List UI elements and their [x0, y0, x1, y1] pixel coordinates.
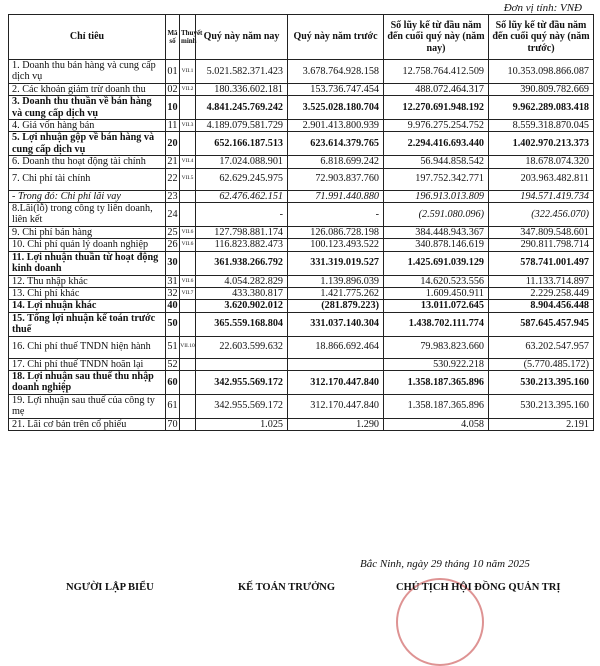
- table-row: [9, 336, 594, 358]
- row-note: [180, 300, 196, 312]
- row-code: 01: [166, 60, 180, 84]
- row-lk-nay: 340.878.146.619: [384, 239, 489, 251]
- row-note: [180, 370, 196, 394]
- row-note: VII.1: [180, 60, 196, 84]
- row-note: VII.4: [180, 156, 196, 168]
- row-q-nay: 361.938.266.792: [196, 251, 288, 275]
- row-note: [180, 251, 196, 275]
- row-q-truoc: 6.818.699.242: [288, 156, 384, 168]
- row-q-nay: 180.336.602.181: [196, 83, 288, 95]
- row-label: 5. Lợi nhuận gộp về bán hàng và cung cấp dịch vụ: [9, 132, 166, 156]
- row-lk-truoc: (322.456.070): [489, 203, 594, 227]
- row-q-nay: 342.955.569.172: [196, 394, 288, 418]
- row-lk-nay: 196.913.013.809: [384, 190, 489, 202]
- row-q-nay: 4.841.245.769.242: [196, 96, 288, 120]
- row-label: 19. Lợi nhuận sau thuế của công ty mẹ: [9, 394, 166, 418]
- table-row: [9, 226, 594, 238]
- row-label: 4. Giá vốn hàng bán: [9, 120, 166, 132]
- row-lk-nay: 1.438.702.111.774: [384, 312, 489, 336]
- row-q-truoc: 18.866.692.464: [288, 336, 384, 358]
- row-q-truoc: 312.170.447.840: [288, 394, 384, 418]
- row-note: [180, 132, 196, 156]
- chairman-signature-label: CHỦ TỊCH HỘI ĐỒNG QUẢN TRỊ: [396, 582, 561, 593]
- row-code: 02: [167, 83, 178, 95]
- row-label: 11. Lợi nhuận thuần từ hoạt động kinh doanh: [9, 251, 166, 275]
- row-note: [180, 312, 196, 336]
- table-row: [9, 275, 594, 287]
- row-q-nay: 4.054.282.829: [196, 275, 288, 287]
- row-lk-truoc: 2.191: [489, 418, 594, 430]
- row-q-nay: 4.189.079.581.729: [196, 120, 288, 132]
- row-lk-nay: 488.072.464.317: [384, 83, 489, 95]
- row-label: 13. Chi phí khác: [9, 287, 166, 299]
- row-code: 21: [167, 156, 178, 168]
- row-lk-nay: 56.944.858.542: [384, 156, 489, 168]
- row-lk-nay: 79.983.823.660: [384, 336, 489, 358]
- table-row: [9, 156, 594, 168]
- row-note: VII.6: [180, 226, 196, 238]
- row-q-nay: 17.024.088.901: [196, 156, 288, 168]
- table-row: [9, 358, 594, 370]
- row-label: 21. Lãi cơ bản trên cổ phiếu: [9, 418, 166, 430]
- row-q-nay: 342.955.569.172: [196, 370, 288, 394]
- row-q-nay: 365.559.168.804: [196, 312, 288, 336]
- row-lk-truoc: 1.402.970.213.373: [489, 132, 594, 156]
- row-lk-truoc: 8.559.318.870.045: [489, 120, 594, 132]
- header-quy-nay-nam-nay: Quý này năm nay: [196, 15, 288, 60]
- row-q-nay: 116.823.882.473: [196, 239, 288, 251]
- row-lk-nay: 13.011.072.645: [384, 300, 489, 312]
- row-q-nay: 22.603.599.632: [196, 336, 288, 358]
- row-note: VII.2: [180, 83, 196, 95]
- row-note: VII.10: [180, 336, 196, 358]
- table-row: [9, 168, 594, 190]
- row-q-nay: 5.021.582.371.423: [196, 60, 288, 84]
- table-row: [9, 83, 594, 95]
- row-code: 61: [166, 394, 180, 418]
- row-code: 23: [167, 190, 178, 202]
- row-label: 16. Chi phí thuế TNDN hiện hành: [9, 336, 166, 358]
- row-note: [180, 358, 196, 370]
- row-code: 70: [167, 418, 178, 430]
- row-lk-truoc: 63.202.547.957: [489, 336, 594, 358]
- row-lk-truoc: (5.770.485.172): [489, 358, 594, 370]
- row-code: 60: [166, 370, 180, 394]
- row-label: 18. Lợi nhuận sau thuế thu nhập doanh nghiệp: [9, 370, 166, 394]
- row-label: 17. Chi phí thuế TNDN hoãn lại: [9, 358, 166, 370]
- row-lk-truoc: 11.133.714.897: [489, 275, 594, 287]
- header-chi-tieu: Chỉ tiêu: [9, 15, 166, 60]
- table-row: [9, 96, 594, 120]
- table-row: [9, 312, 594, 336]
- header-thuyet-minh: Thuyết minh: [180, 15, 196, 60]
- row-lk-nay: 197.752.342.771: [384, 168, 489, 190]
- row-lk-nay: (2.591.080.096): [384, 203, 489, 227]
- row-code: 31: [167, 275, 178, 287]
- row-note: [180, 190, 196, 202]
- row-label: 3. Doanh thu thuần về bán hàng và cung cấp dịch vụ: [9, 96, 166, 120]
- row-lk-truoc: 203.963.482.811: [489, 168, 594, 190]
- row-label: 10. Chi phí quản lý doanh nghiệp: [9, 239, 166, 251]
- row-q-truoc: 126.086.728.198: [288, 226, 384, 238]
- row-lk-nay: 530.922.218: [384, 358, 489, 370]
- row-q-truoc: 623.614.379.765: [288, 132, 384, 156]
- row-lk-truoc: 10.353.098.866.087: [489, 60, 594, 84]
- row-lk-nay: 1.425.691.039.129: [384, 251, 489, 275]
- row-code: 40: [167, 300, 178, 312]
- row-lk-nay: 1.358.187.365.896: [384, 370, 489, 394]
- row-lk-nay: 1.609.450.911: [384, 287, 489, 299]
- row-label: 14. Lợi nhuận khác: [9, 300, 166, 312]
- row-note: VII.5: [180, 168, 196, 190]
- row-label: - Trong đó: Chi phí lãi vay: [9, 190, 166, 202]
- table-row: [9, 370, 594, 394]
- row-label: 9. Chi phí bán hàng: [9, 226, 166, 238]
- row-q-truoc: 331.319.019.527: [288, 251, 384, 275]
- row-q-truoc: 3.678.764.928.158: [288, 60, 384, 84]
- row-q-nay: [196, 358, 288, 370]
- header-quy-nay-nam-truoc: Quý này năm trước: [288, 15, 384, 60]
- row-q-truoc: 1.139.896.039: [288, 275, 384, 287]
- row-lk-truoc: 194.571.419.734: [489, 190, 594, 202]
- row-q-nay: 62.629.245.975: [196, 168, 288, 190]
- row-lk-truoc: 390.809.782.669: [489, 83, 594, 95]
- row-note: VII.6: [180, 275, 196, 287]
- row-label: 15. Tổng lợi nhuận kế toán trước thuế: [9, 312, 166, 336]
- row-q-truoc: 2.901.413.800.939: [288, 120, 384, 132]
- table-row: [9, 120, 594, 132]
- row-lk-truoc: 9.962.289.083.418: [489, 96, 594, 120]
- row-q-truoc: 331.037.140.304: [288, 312, 384, 336]
- row-q-nay: 127.798.881.174: [196, 226, 288, 238]
- row-code: 11: [166, 120, 180, 132]
- row-code: 20: [166, 132, 180, 156]
- table-row: [9, 287, 594, 299]
- row-note: VII.7: [180, 287, 196, 299]
- row-q-truoc: 3.525.028.180.704: [288, 96, 384, 120]
- table-row: [9, 190, 594, 202]
- row-lk-truoc: 578.741.001.497: [489, 251, 594, 275]
- row-note: VII.3: [180, 120, 196, 132]
- row-code: 32: [167, 287, 178, 299]
- row-lk-truoc: 587.645.457.945: [489, 312, 594, 336]
- row-q-nay: 62.476.462.151: [196, 190, 288, 202]
- table-row: [9, 251, 594, 275]
- table-row: [9, 239, 594, 251]
- row-label: 2. Các khoản giảm trừ doanh thu: [9, 83, 166, 95]
- row-q-truoc: 100.123.493.522: [288, 239, 384, 251]
- row-note: VII.6: [180, 239, 196, 251]
- table-row: [9, 300, 594, 312]
- row-q-nay: 652.166.187.513: [196, 132, 288, 156]
- row-q-nay: 3.620.902.012: [196, 300, 288, 312]
- row-lk-nay: 384.448.943.367: [384, 226, 489, 238]
- row-lk-nay: 12.758.764.412.509: [384, 60, 489, 84]
- row-lk-nay: 1.358.187.365.896: [384, 394, 489, 418]
- row-q-truoc: 312.170.447.840: [288, 370, 384, 394]
- row-lk-truoc: 2.229.258.449: [489, 287, 594, 299]
- accountant-signature-label: KẾ TOÁN TRƯỞNG: [238, 582, 336, 593]
- row-note: [180, 418, 196, 430]
- row-lk-truoc: 18.678.074.320: [489, 156, 594, 168]
- table-header-row: [9, 15, 594, 60]
- row-lk-nay: 2.294.416.693.440: [384, 132, 489, 156]
- row-lk-truoc: 530.213.395.160: [489, 394, 594, 418]
- income-statement-table: [8, 14, 594, 431]
- row-label: 6. Doanh thu hoạt động tài chính: [9, 156, 166, 168]
- row-label: 12. Thu nhập khác: [9, 275, 166, 287]
- row-q-nay: 433.380.817: [196, 287, 288, 299]
- header-luy-ke-nam-nay: Số lũy kế từ đầu năm đến cuối quý này (năm nay): [384, 15, 489, 60]
- table-row: [9, 418, 594, 430]
- signature-date: Bắc Ninh, ngày 29 tháng 10 năm 2025: [360, 558, 530, 570]
- row-code: 30: [166, 251, 180, 275]
- row-code: 50: [166, 312, 180, 336]
- row-lk-nay: 4.058: [384, 418, 489, 430]
- row-q-nay: -: [196, 203, 288, 227]
- row-q-truoc: (281.879.223): [288, 300, 384, 312]
- row-code: 52: [167, 358, 178, 370]
- row-code: 51: [166, 336, 180, 358]
- row-q-truoc: 153.736.747.454: [288, 83, 384, 95]
- row-lk-truoc: 8.904.456.448: [489, 300, 594, 312]
- row-label: 1. Doanh thu bán hàng và cung cấp dịch vụ: [9, 60, 166, 84]
- row-lk-truoc: 347.809.548.601: [489, 226, 594, 238]
- header-luy-ke-nam-truoc: Số lũy kế từ đầu năm đến cuối quý này (năm trước): [489, 15, 594, 60]
- row-code: 22: [166, 168, 180, 190]
- row-note: [180, 96, 196, 120]
- row-label: 7. Chi phí tài chính: [9, 168, 166, 190]
- preparer-signature-label: NGƯỜI LẬP BIỂU: [66, 582, 154, 593]
- table-row: [9, 60, 594, 84]
- row-code: 10: [166, 96, 180, 120]
- row-q-truoc: 71.991.440.880: [288, 190, 384, 202]
- row-lk-nay: 12.270.691.948.192: [384, 96, 489, 120]
- row-q-truoc: -: [288, 203, 384, 227]
- row-lk-nay: 14.620.523.556: [384, 275, 489, 287]
- row-label: 8.Lãi(lỗ) trong công ty liên doanh, liên kết: [9, 203, 166, 227]
- table-row: [9, 203, 594, 227]
- row-lk-truoc: 530.213.395.160: [489, 370, 594, 394]
- row-note: [180, 203, 196, 227]
- row-q-truoc: 1.421.775.262: [288, 287, 384, 299]
- table-row: [9, 394, 594, 418]
- currency-unit-label: Đơn vị tính: VNĐ: [503, 2, 582, 14]
- row-q-truoc: 1.290: [288, 418, 384, 430]
- row-q-truoc: [288, 358, 384, 370]
- header-ma-so: Mã số: [166, 15, 180, 60]
- row-code: 25: [167, 226, 178, 238]
- row-lk-truoc: 290.811.798.714: [489, 239, 594, 251]
- row-q-truoc: 72.903.837.760: [288, 168, 384, 190]
- row-lk-nay: 9.976.275.254.752: [384, 120, 489, 132]
- row-code: 24: [166, 203, 180, 227]
- row-code: 26: [167, 239, 178, 251]
- row-note: [180, 394, 196, 418]
- row-q-nay: 1.025: [196, 418, 288, 430]
- table-row: [9, 132, 594, 156]
